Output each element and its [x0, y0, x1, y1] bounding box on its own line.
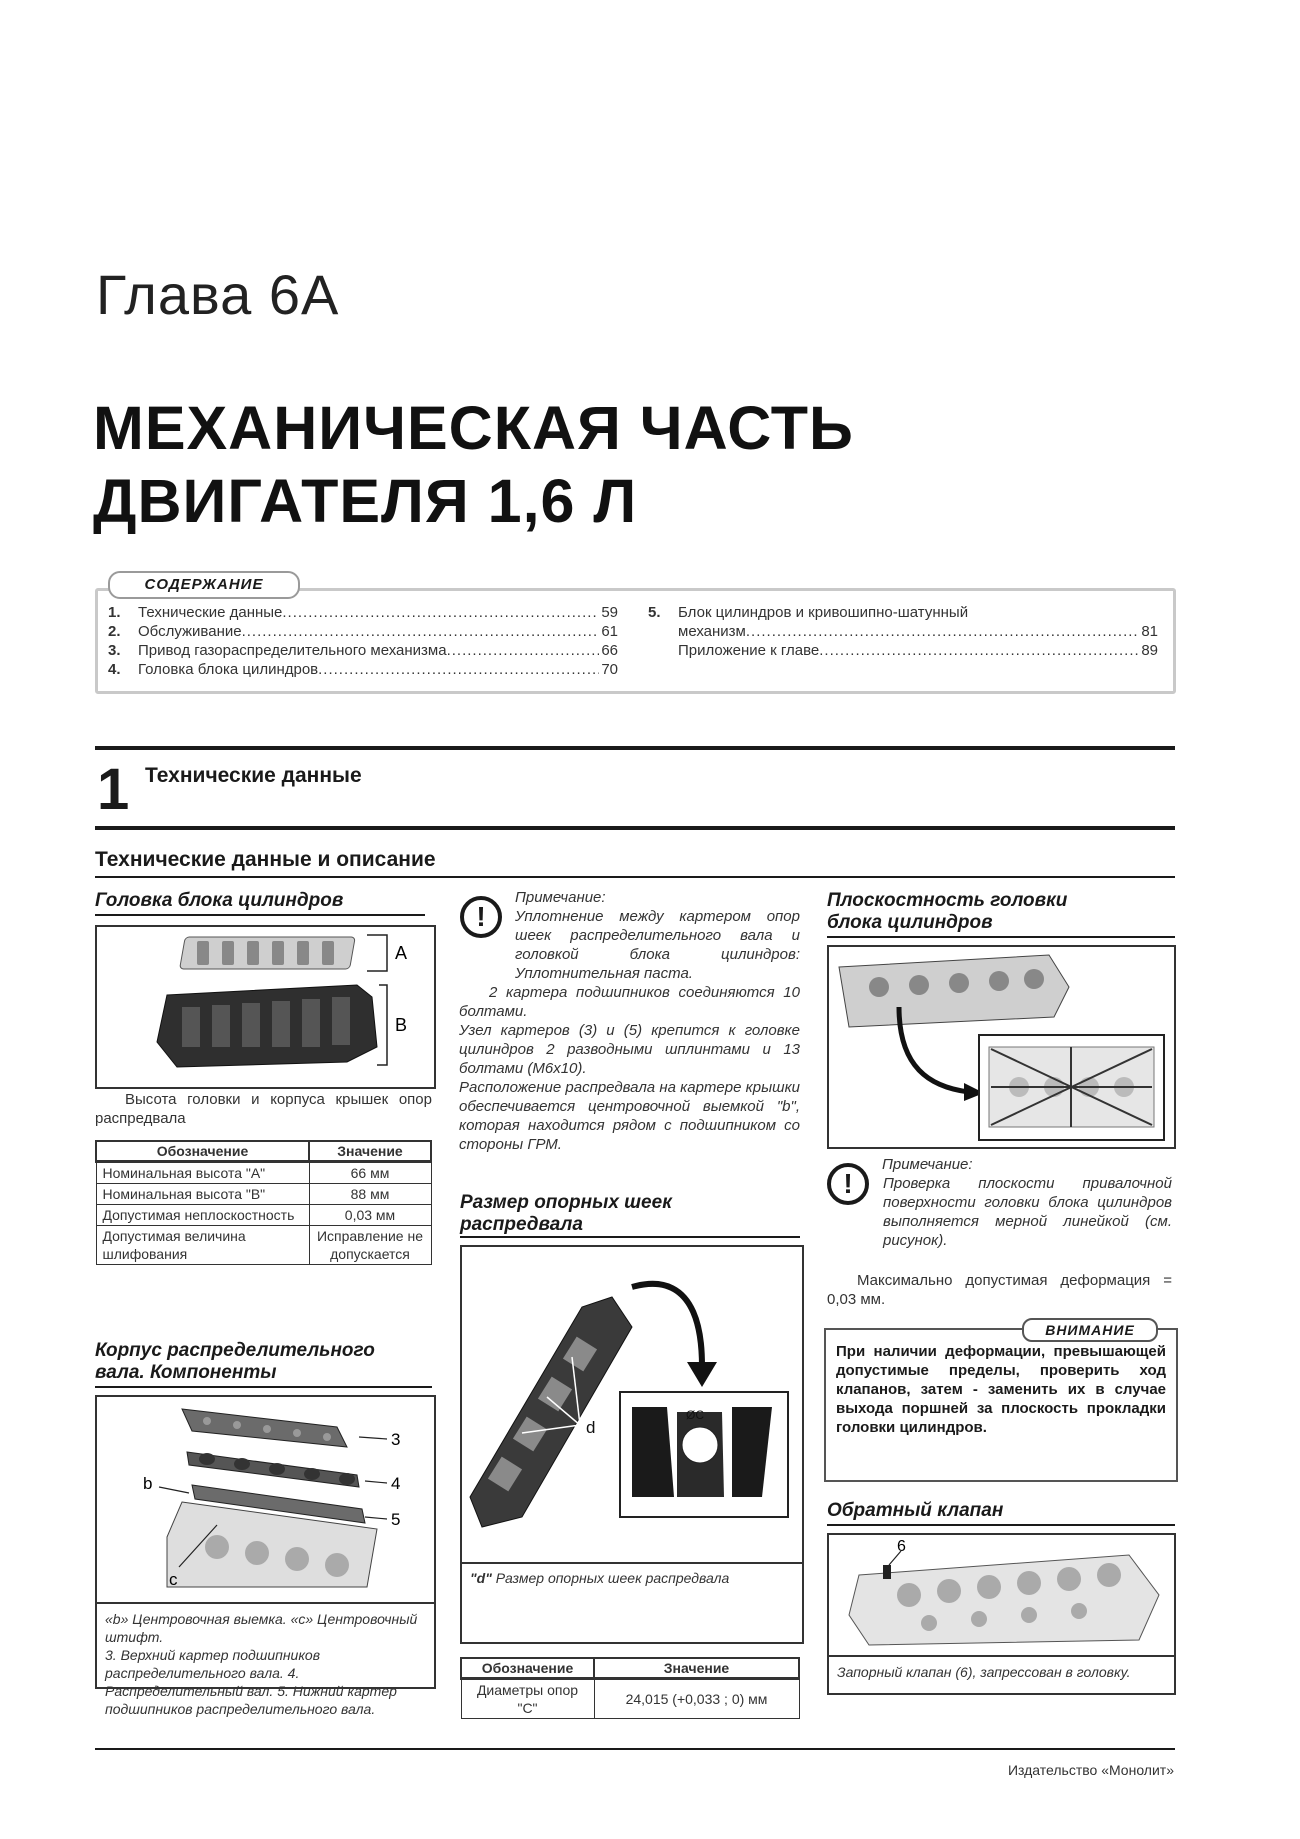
check-valve-illustration: [829, 1535, 1174, 1650]
fig2-caption: «b» Центровочная выемка. «c» Центровочный штифт. 3. Верхний картер подшипников распределительного вала. 4. Распределительный вал. 5. Нижний картер подшипников распределительного вала.: [105, 1611, 418, 1717]
fig3-label-d: d: [586, 1418, 596, 1437]
fig5-label-6: 6: [897, 1538, 906, 1555]
contents-item[interactable]: 4. Головка блока цилиндров ..... 70: [108, 660, 618, 679]
camshaft-housing-figure: [95, 1395, 436, 1717]
table-header: Обозначение: [96, 1141, 309, 1162]
table-header: Обозначение: [461, 1658, 594, 1679]
camshaft-note: Уплотнение между картером опор шеек распределительного вала и головкой блока цилиндров: Уплотнительная паста. 2 картера подшипников соединяются 10 болтами. Узел картеров (3) и (5) крепится к головке цилиндров 2 разводными шплинтами и 13 болтами (М6х10). Расположение распредвала на картере крышки обеспечивается центровочной выемкой "b", которая находится рядом с подшипником со стороны ГРМ.: [459, 908, 800, 1153]
cylinder-head-heading: Головка блока цилиндров: [95, 890, 344, 911]
section-title: Технические данные: [145, 764, 362, 787]
camshaft-journal-illustration: [462, 1247, 802, 1557]
section-number: 1: [97, 757, 130, 822]
contents-item[interactable]: 2. Обслуживание ..... 61: [108, 622, 618, 641]
contents-item[interactable]: механизм ..... 81: [648, 622, 1158, 641]
journal-spec-table: [460, 1657, 800, 1719]
subsection-rule: [95, 876, 1175, 878]
table-row: Номинальная высота "А" 66 мм: [96, 1162, 431, 1184]
note-label: Примечание:: [515, 889, 606, 906]
flatness-heading: Плоскостность головки блока цилиндров: [827, 890, 1068, 933]
contents-column-right: [648, 603, 1158, 660]
fig1-label-a: A: [395, 943, 408, 963]
attention-text: При наличии деформации, превышающей допустимые пределы, проверить ход клапанов, затем - заменить их в случае выхода поршней за плоскость прокладки головки цилиндров.: [836, 1343, 1166, 1436]
check-valve-figure: [827, 1533, 1176, 1695]
heading-underline: [95, 1386, 432, 1388]
title-line-2: ДВИГАТЕЛЯ 1,6 Л: [93, 467, 638, 535]
flatness-check-illustration: [829, 947, 1174, 1147]
fig2-label-5: 5: [391, 1510, 401, 1529]
chapter-label: Глава 6А: [96, 263, 340, 326]
fig5-caption: Запорный клапан (6), запрессован в головку.: [837, 1664, 1131, 1680]
flatness-note: Проверка плоскости привалочной поверхности головки блока цилиндров выполняется мерной линейкой (см. рисунок).: [883, 1175, 1172, 1249]
table-header: Значение: [594, 1658, 799, 1679]
camshaft-housing-illustration: [97, 1397, 434, 1597]
exclamation-icon: !: [460, 896, 502, 938]
check-valve-heading: Обратный клапан: [827, 1500, 1004, 1521]
journal-size-heading: Размер опорных шеек распредвала: [460, 1192, 672, 1235]
table-header: Значение: [309, 1141, 431, 1162]
heading-underline: [827, 936, 1175, 938]
section-rule-bottom: [95, 826, 1175, 830]
exclamation-icon: !: [827, 1163, 869, 1205]
fig2-label-3: 3: [391, 1430, 401, 1449]
max-deformation-text: Максимально допустимая деформация = 0,03 мм.: [827, 1272, 1172, 1308]
table-row: Номинальная высота "В" 88 мм: [96, 1184, 431, 1205]
page-title: [93, 392, 854, 538]
table-row: Допустимая неплоскостность 0,03 мм: [96, 1205, 431, 1226]
contents-item[interactable]: 3. Привод газораспределительного механизма ..... 66: [108, 641, 618, 660]
fig2-label-c: c: [169, 1570, 178, 1589]
fig2-label-b: b: [143, 1474, 153, 1493]
subsection-title: Технические данные и описание: [95, 848, 436, 871]
heading-underline: [95, 914, 425, 916]
cylinder-head-illustration: [97, 927, 434, 1087]
table-row: Диаметры опор "С" 24,015 (+0,033 ; 0) мм: [461, 1679, 799, 1719]
cylinder-head-spec-table: [95, 1140, 432, 1265]
contents-label: СОДЕРЖАНИЕ: [108, 571, 300, 599]
fig3-label-diameter: ØC: [686, 1408, 704, 1422]
fig3-caption: "d" Размер опорных шеек распредвала: [470, 1570, 730, 1586]
footer-rule: [95, 1748, 1175, 1750]
publisher-footer: Издательство «Монолит»: [1007, 1762, 1174, 1778]
flatness-figure: [827, 945, 1176, 1149]
fig2-label-4: 4: [391, 1474, 401, 1493]
contents-item[interactable]: Приложение к главе ..... 89: [648, 641, 1158, 660]
section-rule-top: [95, 746, 1175, 750]
contents-item[interactable]: 1. Технические данные ..... 59: [108, 603, 618, 622]
attention-label: ВНИМАНИЕ: [1022, 1318, 1158, 1342]
note-label: Примечание:: [882, 1156, 973, 1173]
cylinder-head-figure: [95, 925, 436, 1089]
heading-underline: [827, 1524, 1175, 1526]
table-row: Допустимая величина шлифования Исправление не допускается: [96, 1226, 431, 1265]
camshaft-housing-heading: Корпус распределительного вала. Компоненты: [95, 1340, 375, 1383]
fig1-label-b: B: [395, 1015, 408, 1035]
contents-column-left: [108, 603, 618, 679]
journal-size-figure: [460, 1245, 804, 1644]
title-line-1: МЕХАНИЧЕСКАЯ ЧАСТЬ: [93, 394, 854, 462]
figure-divider: [462, 1562, 802, 1564]
contents-item[interactable]: 5. Блок цилиндров и кривошипно-шатунный: [648, 604, 969, 621]
heading-underline: [460, 1236, 800, 1238]
fig1-caption: Высота головки и корпуса крышек опор распредвала: [95, 1091, 432, 1127]
